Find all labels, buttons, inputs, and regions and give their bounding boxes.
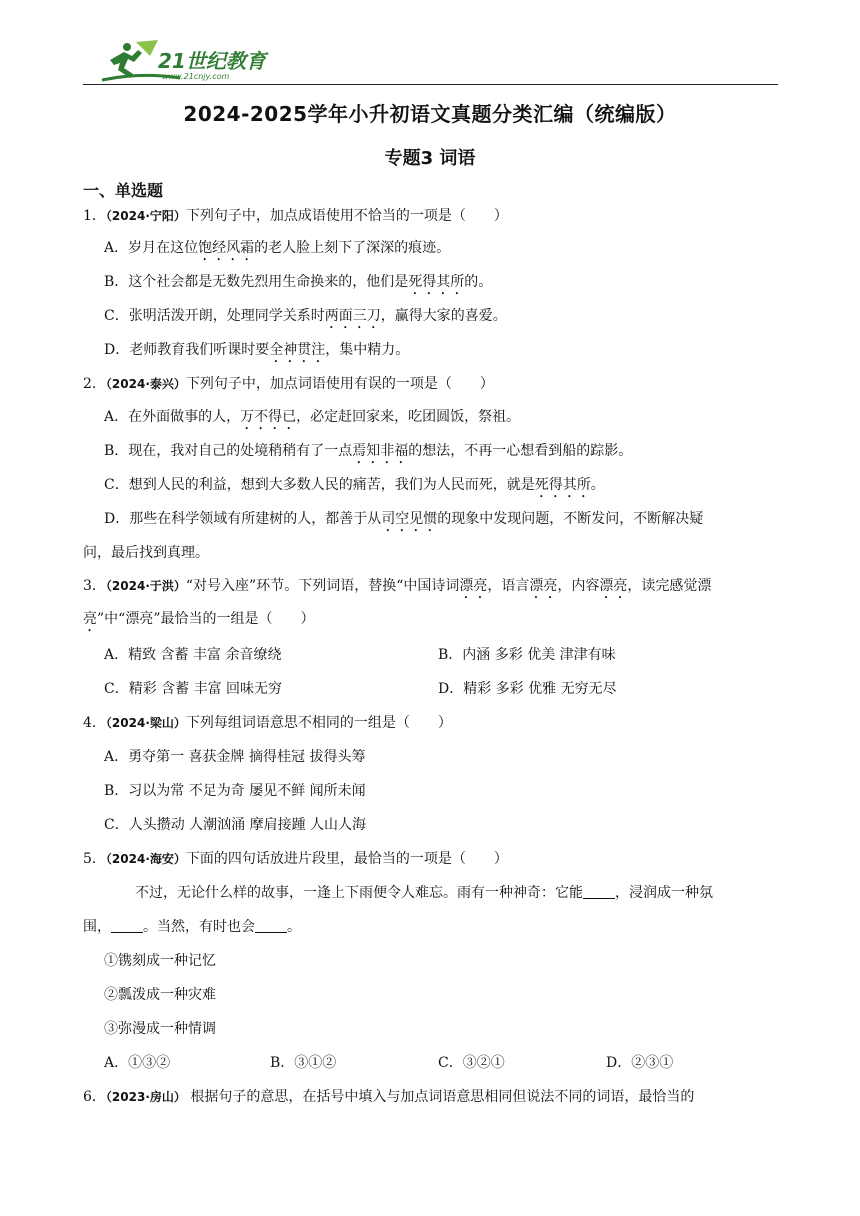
section-heading: 一、单选题	[83, 181, 164, 200]
question-4: 4．（2024·梁山）下列每组词语意思不相同的一组是（ ）	[83, 715, 452, 731]
question-2-option-d: D．那些在科学领域有所建树的人，都善于从司空见惯的现象中发现问题，不断发问，不断解决疑	[104, 511, 704, 527]
question-5-item-3: ③弥漫成一种情调	[104, 1021, 216, 1037]
page-subtitle: 专题3 词语	[384, 148, 476, 169]
question-4-option-a: A．勇夺第一 喜获金牌 摘得桂冠 拔得头筹	[104, 749, 366, 765]
logo-21cnjy	[100, 38, 270, 84]
question-5: 5．（2024·海安）下面的四句话放进片段里，最恰当的一项是（ ）	[83, 851, 508, 867]
question-5-answer-c: C．③②①	[438, 1055, 505, 1071]
page-title: 2024-2025学年小升初语文真题分类汇编（统编版）	[183, 102, 677, 126]
question-1: 1．（2024·宁阳）下列句子中，加点成语使用不恰当的一项是（ ）	[83, 208, 508, 224]
question-5-item-2: ②瓢泼成一种灾难	[104, 987, 216, 1003]
question-3-option-a: A．精致 含蓄 丰富 余音缭绕	[104, 647, 282, 663]
blank-2	[111, 918, 143, 933]
question-5-answer-a: A．①③②	[104, 1055, 171, 1071]
question-4-option-c: C．人头攒动 人潮汹涌 摩肩接踵 人山人海	[104, 817, 367, 833]
question-5-answer-d: D．②③①	[606, 1055, 674, 1071]
question-2: 2．（2024·泰兴）下列句子中，加点词语使用有误的一项是（ ）	[83, 376, 494, 392]
question-3-option-b: B．内涵 多彩 优美 津津有味	[438, 647, 616, 663]
question-2-option-b: B．现在，我对自己的处境稍稍有了一点焉知非福的想法，不再一心想看到船的踪影。	[104, 443, 633, 459]
question-1-option-c: C．张明活泼开朗，处理同学关系时两面三刀，赢得大家的喜爱。	[104, 308, 507, 324]
question-2-option-d-continued: 问，最后找到真理。	[83, 545, 209, 561]
logo-url: www.21cnjy.com	[162, 72, 230, 81]
question-6: 6．（2023·房山） 根据句子的意思，在括号中填入与加点词语意思相同但说法不同的词语，最恰当的	[83, 1089, 695, 1105]
question-5-item-1: ①镌刻成一种记忆	[104, 953, 216, 969]
question-1-option-a: A．岁月在这位饱经风霜的老人脸上刻下了深深的痕迹。	[104, 240, 451, 256]
question-2-option-c: C．想到人民的利益，想到大多数人民的痛苦，我们为人民而死，就是死得其所。	[104, 477, 605, 493]
question-5-passage-line-2: 围， 。当然，有时也会 。	[83, 919, 301, 935]
question-1-option-b: B．这个社会都是无数先烈用生命换来的，他们是死得其所的。	[104, 274, 493, 290]
question-3-option-d: D．精彩 多彩 优雅 无穷无尽	[438, 681, 617, 697]
blank-1	[583, 884, 615, 899]
header-divider	[83, 84, 778, 85]
question-3-continued: 亮”中“漂亮”最恰当的一组是（ ）	[83, 611, 315, 627]
question-3: 3．（2024·于洪）“对号入座”环节。下列词语，替换“中国诗词漂亮，语言漂亮，内容漂亮，读完感觉漂	[83, 578, 712, 594]
question-4-option-b: B．习以为常 不足为奇 屡见不鲜 闻所未闻	[104, 783, 366, 799]
question-3-option-c: C．精彩 含蓄 丰富 回味无穷	[104, 681, 283, 697]
question-5-passage-line-1: 不过，无论什么样的故事，一逢上下雨便令人难忘。雨有一种神奇：它能 ，浸润成一种氛	[135, 885, 713, 901]
logo-text: 21世纪教育	[158, 49, 266, 73]
question-5-answer-b: B．③①②	[270, 1055, 337, 1071]
question-2-option-a: A．在外面做事的人，万不得已，必定赶回家来，吃团圆饭，祭祖。	[104, 409, 521, 425]
question-1-option-d: D．老师教育我们听课时要全神贯注，集中精力。	[104, 342, 410, 358]
blank-3	[255, 918, 287, 933]
